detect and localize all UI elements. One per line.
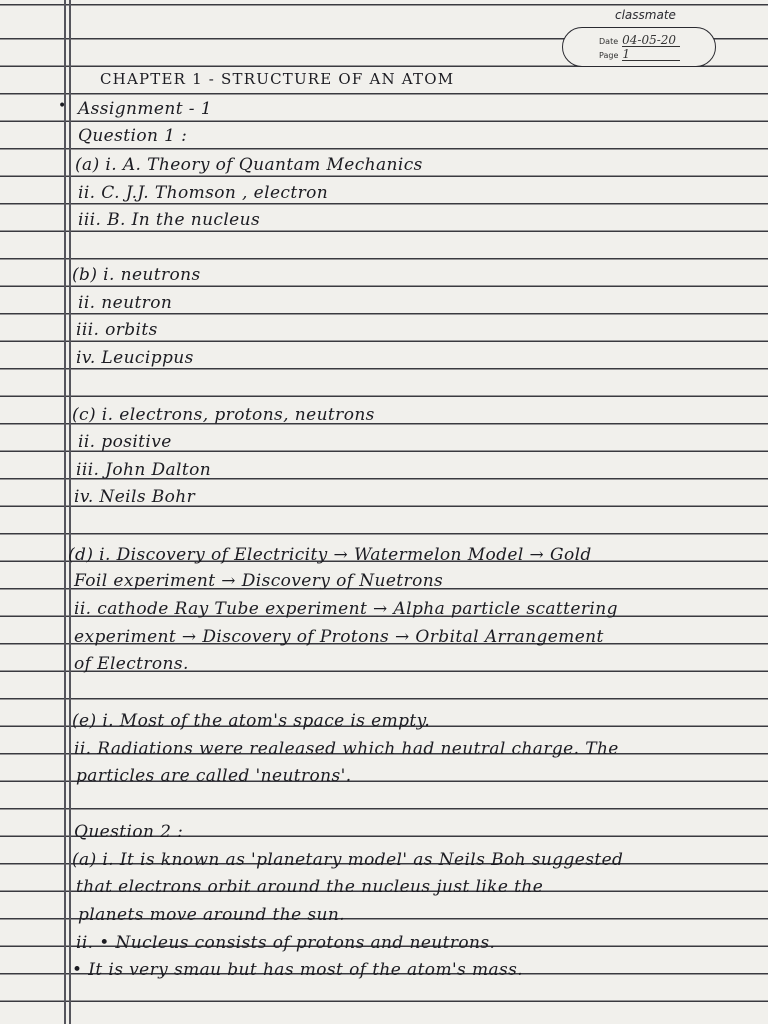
- answer-line: of Electrons.: [74, 654, 189, 674]
- page-label: Page: [599, 51, 619, 60]
- answer-line: (c) i. electrons, protons, neutrons: [72, 405, 375, 425]
- date-value: 04-05-20: [622, 35, 680, 47]
- answer-line: iv. Leucippus: [76, 348, 194, 368]
- answer-line: (a) i. A. Theory of Quantam Mechanics: [75, 155, 423, 175]
- answer-line: ii. neutron: [78, 293, 173, 313]
- answer-line: iii. orbits: [76, 320, 158, 340]
- question-heading: Question 2 :: [74, 822, 184, 842]
- chapter-title: CHAPTER 1 - STRUCTURE OF AN ATOM: [100, 70, 455, 88]
- answer-line: (d) i. Discovery of Electricity → Watermelon Model → Gold: [68, 545, 592, 565]
- page-row: [599, 49, 680, 61]
- brand-logo-text: classmate: [612, 8, 679, 22]
- answer-line: iii. B. In the nucleus: [78, 210, 261, 230]
- answer-line: iv. Neils Bohr: [74, 487, 196, 507]
- answer-line: Foil experiment → Discovery of Nuetrons: [74, 571, 444, 591]
- answer-line: (a) i. It is known as 'planetary model' as Neils Boh suggested: [72, 850, 624, 870]
- assignment-heading: Assignment - 1: [78, 99, 212, 119]
- date-row: [599, 35, 680, 47]
- answer-line: (b) i. neutrons: [72, 265, 201, 285]
- question-heading: Question 1 :: [78, 126, 188, 146]
- bullet-icon: •: [58, 98, 67, 114]
- answer-line: iii. John Dalton: [76, 460, 212, 480]
- margin-line: [64, 0, 66, 1024]
- page-number: 1: [622, 49, 680, 61]
- answer-line: (e) i. Most of the atom's space is empty.: [72, 711, 431, 731]
- date-label: Date: [599, 37, 619, 46]
- answer-line: • It is very smau but has most of the atom's mass.: [72, 960, 524, 980]
- answer-line: ii. • Nucleus consists of protons and neutrons.: [76, 933, 496, 953]
- answer-line: ii. cathode Ray Tube experiment → Alpha particle scattering: [74, 599, 618, 619]
- answer-line: that electrons orbit around the nucleus just like the: [76, 877, 544, 897]
- answer-line: planets move around the sun.: [78, 905, 345, 925]
- answer-line: particles are called 'neutrons'.: [76, 766, 352, 786]
- answer-line: experiment → Discovery of Protons → Orbital Arrangement: [74, 627, 604, 647]
- date-page-box: [562, 27, 716, 67]
- answer-line: ii. positive: [78, 432, 172, 452]
- answer-line: ii. C. J.J. Thomson , electron: [78, 183, 329, 203]
- margin-line: [69, 0, 71, 1024]
- answer-line: ii. Radiations were realeased which had neutral charge. The: [74, 739, 619, 759]
